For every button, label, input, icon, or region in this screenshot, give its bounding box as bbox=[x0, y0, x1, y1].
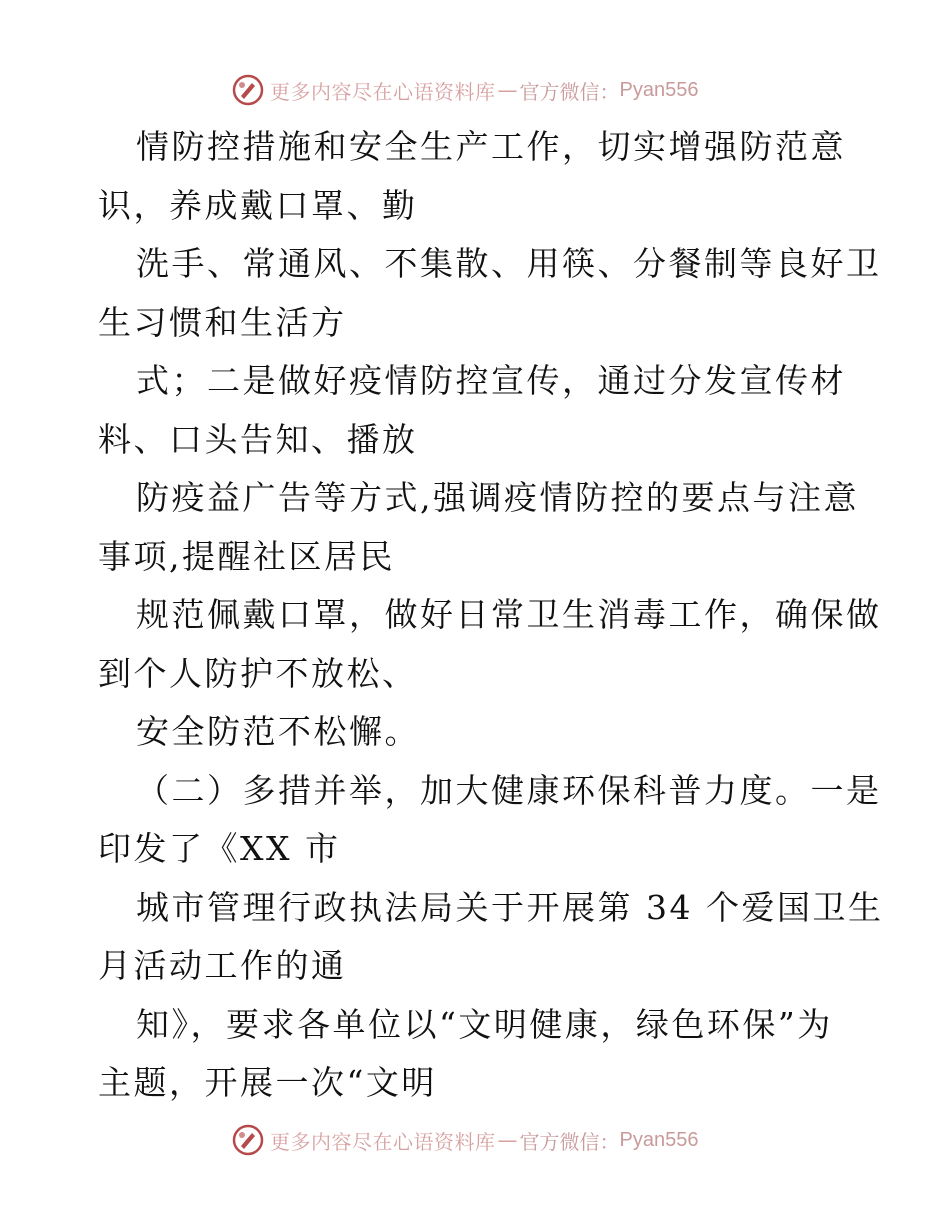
library-logo-icon bbox=[232, 74, 264, 106]
watermark-wechat-id: Pyan556 bbox=[619, 1128, 699, 1151]
text-line: 安全防范不松懈。 bbox=[136, 712, 420, 751]
text-line: 生习惯和生活方 bbox=[98, 302, 347, 342]
text-line: 洗手、常通风、不集散、用筷、分餐制等良好卫 bbox=[136, 244, 882, 283]
text-line: 城市管理行政执法局关于开展第 34 个爱国卫生 bbox=[136, 887, 884, 927]
watermark-wechat-label: 官方微信： bbox=[519, 1129, 620, 1154]
watermark-separator: — bbox=[497, 78, 518, 102]
text-line: 月活动工作的通 bbox=[98, 946, 347, 985]
text-line: 事项,提醒社区居民 bbox=[98, 536, 395, 576]
text-line: 料、口头告知、播放 bbox=[98, 419, 418, 459]
text-line: 情防控措施和安全生产工作，切实增强防范意 bbox=[136, 127, 846, 166]
text-line: （二）多措并举，加大健康环保科普力度。一是 bbox=[136, 770, 882, 810]
watermark-wechat-label: 官方微信： bbox=[519, 79, 620, 104]
text-line: 到个人防护不放松、 bbox=[98, 653, 418, 693]
text-line: 防疫益广告等方式,强调疫情防控的要点与注意 bbox=[136, 478, 859, 517]
text-line: 主题，开展一次“文明 bbox=[98, 1063, 437, 1102]
text-line: 式；二是做好疫情防控宣传，通过分发宣传材 bbox=[136, 361, 846, 400]
watermark-separator: — bbox=[497, 1128, 518, 1152]
text-line: 规范佩戴口罩，做好日常卫生消毒工作，确保做 bbox=[136, 595, 882, 634]
text-line: 印发了《XX 市 bbox=[98, 829, 341, 868]
watermark-wechat-id: Pyan556 bbox=[619, 78, 699, 101]
text-line: 识，养成戴口罩、勤 bbox=[98, 185, 418, 225]
watermark-site-text: 更多内容尽在心语资料库 bbox=[270, 1129, 496, 1154]
document-body bbox=[98, 118, 884, 1113]
footer-watermark bbox=[232, 1122, 698, 1158]
text-line: 知》，要求各单位以“文明健康，绿色环保”为 bbox=[136, 1004, 833, 1044]
header-watermark bbox=[232, 72, 698, 108]
library-logo-icon bbox=[232, 1124, 264, 1156]
watermark-site-text: 更多内容尽在心语资料库 bbox=[270, 79, 496, 104]
